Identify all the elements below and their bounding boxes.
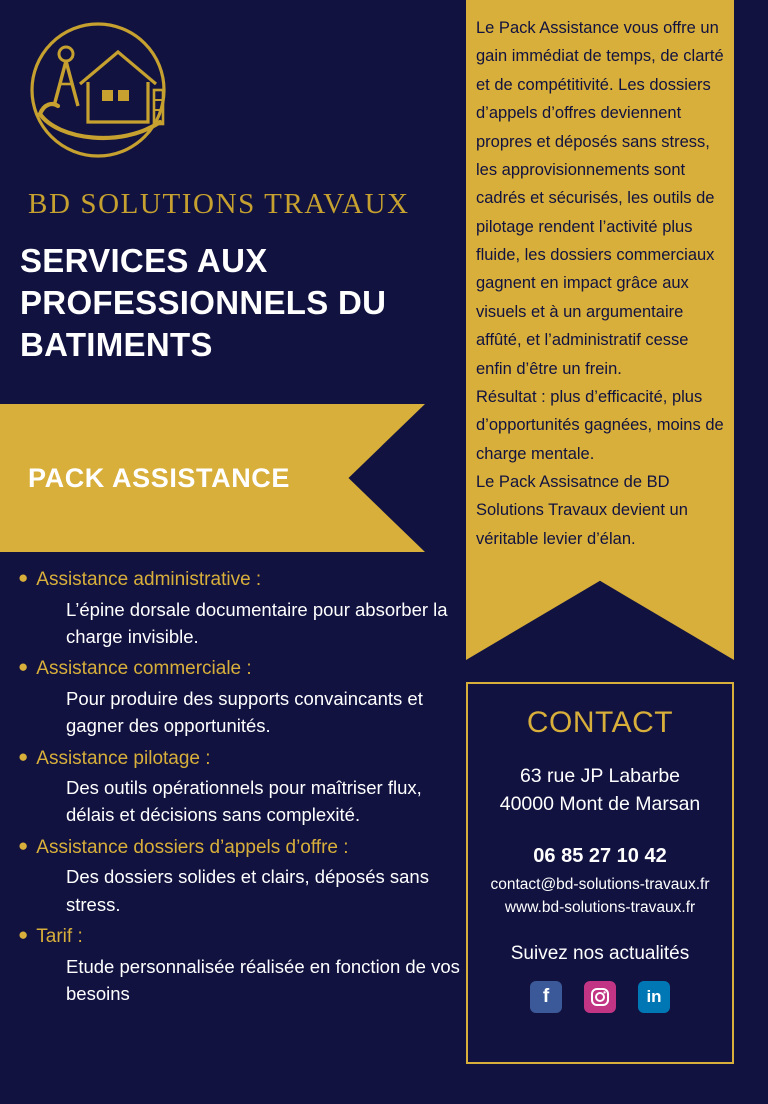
- page-title: SERVICES AUX PROFESSIONNELS DU BATIMENTS: [20, 242, 387, 364]
- instagram-icon[interactable]: [584, 981, 616, 1013]
- address-line-2: 40000 Mont de Marsan: [499, 793, 701, 816]
- contact-address: [468, 762, 732, 819]
- services-list: [18, 566, 470, 1012]
- list-item: [18, 655, 470, 743]
- contact-website[interactable]: www.bd-solutions-travaux.fr: [504, 898, 696, 916]
- list-item: [18, 566, 470, 654]
- facebook-glyph: f: [542, 986, 550, 1008]
- pack-banner-label: PACK ASSISTANCE: [28, 463, 291, 493]
- list-item: [18, 923, 470, 1011]
- service-description: Etude personnalisée réalisée en fonction de vos besoins: [66, 955, 460, 1004]
- linkedin-glyph: in: [646, 987, 662, 1007]
- service-title: Tarif :: [36, 926, 83, 947]
- bullet-icon: ●: [18, 835, 29, 855]
- service-heading: [18, 834, 470, 863]
- service-title: Assistance commerciale :: [36, 658, 252, 680]
- house-compass-hand-logo: [18, 18, 188, 168]
- intro-paragraph-3: Le Pack Assisatnce de BD Solutions Travaux devient un véritable levier d’élan.: [476, 473, 688, 548]
- company-logo: [18, 18, 188, 168]
- intro-text: [476, 14, 724, 553]
- instagram-glyph: [590, 987, 610, 1007]
- service-description: Des outils opérationnels pour maîtriser flux, délais et décisions sans complexité.: [66, 777, 422, 826]
- intro-paragraph-2: Résultat : plus d’efficacité, plus d’opportunités gagnées, moins de charge mentale.: [476, 387, 724, 463]
- linkedin-icon[interactable]: [638, 981, 670, 1013]
- follow-label: Suivez nos actualités: [510, 943, 690, 965]
- service-heading: [18, 745, 470, 774]
- social-links: [468, 981, 732, 1013]
- service-title: Assistance pilotage :: [36, 747, 211, 769]
- list-item: [18, 834, 470, 922]
- facebook-icon[interactable]: [530, 981, 562, 1013]
- brand-name: BD SOLUTIONS TRAVAUX: [28, 188, 410, 220]
- contact-title: CONTACT: [526, 706, 674, 739]
- service-heading: [18, 923, 470, 952]
- service-description: Des dossiers solides et clairs, déposés sans stress.: [66, 866, 429, 915]
- list-item: [18, 745, 470, 833]
- contact-card: [466, 682, 734, 1064]
- intro-paragraph-1: Le Pack Assistance vous offre un gain immédiat de temps, de clarté et de compétitivité. Les dossiers d’appels d’offres deviennent propres et déposés sans stress, les approvisionnements sont cadrés et sécurisés, les outils de pilotage rendent l’activité plus fluide, les dossiers commerciaux gagnent en impact grâce aux visuels et à un argumentaire affûté, et l’administratif cesse enfin d’être un frein.: [476, 19, 724, 378]
- bullet-icon: ●: [18, 746, 29, 766]
- service-description: Pour produire des supports convaincants et gagner des opportunités.: [66, 687, 423, 737]
- bullet-icon: ●: [18, 925, 29, 944]
- service-heading: [18, 655, 470, 684]
- service-heading: [18, 566, 470, 595]
- service-description: L’épine dorsale documentaire pour absorber la charge invisible.: [66, 598, 448, 647]
- contact-email[interactable]: contact@bd-solutions-travaux.fr: [490, 875, 710, 893]
- contact-phone[interactable]: 06 85 27 10 42: [533, 844, 667, 867]
- bullet-icon: ●: [18, 568, 29, 587]
- bullet-icon: ●: [18, 657, 29, 677]
- service-title: Assistance dossiers d’appels d’offre :: [36, 836, 349, 858]
- address-line-1: 63 rue JP Labarbe: [519, 765, 681, 787]
- service-title: Assistance administrative :: [36, 569, 262, 590]
